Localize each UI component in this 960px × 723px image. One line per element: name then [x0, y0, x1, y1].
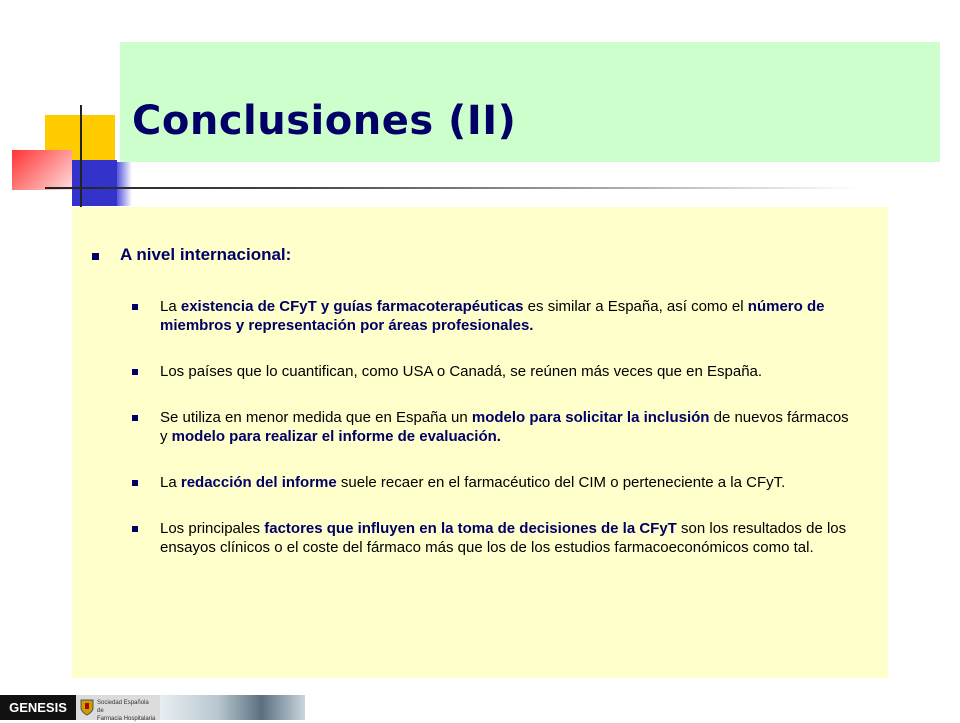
bullet-text-bold: modelo para solicitar la inclusión: [471, 409, 710, 426]
bullet-text: Los países que lo cuantifican, como USA o Canadá, se reúnen más veces que en España.: [160, 363, 763, 380]
square-bullet-icon: [132, 415, 138, 421]
square-bullet-icon: [92, 253, 99, 260]
section-heading: A nivel internacional:: [120, 245, 292, 264]
bullet-text: Se utiliza en menor medida que en España un: [160, 409, 472, 426]
square-bullet-icon: [132, 369, 138, 375]
bullet-text-bold: modelo para realizar el informe de evaluación.: [171, 428, 501, 445]
organization-name-line2: Farmacia Hospitalaria: [97, 716, 156, 722]
bullet-text-bold: redacción del informe: [180, 474, 337, 491]
decor-red-square: [12, 150, 72, 190]
bullet-item: [132, 297, 852, 335]
square-bullet-icon: [132, 526, 138, 532]
organization-name: [97, 699, 157, 723]
decor-blue-fade: [117, 162, 132, 206]
bullet-text: La: [160, 474, 181, 491]
decor-vertical-line: [80, 105, 82, 215]
section-heading-item: [92, 245, 872, 265]
bullet-list-level1: [92, 245, 872, 265]
decor-horizontal-line: [45, 187, 860, 189]
bullet-text: suele recaer en el farmacéutico del CIM o perteneciente a la CFyT.: [336, 474, 786, 491]
content-box: [72, 207, 888, 678]
square-bullet-icon: [132, 480, 138, 486]
bullet-list-level2: [132, 297, 852, 584]
bullet-text-bold: factores que influyen en la toma de decisiones de la CFyT: [264, 520, 677, 537]
bullet-text-bold: existencia de CFyT y guías farmacoterapéuticas: [180, 298, 524, 315]
bullet-text: es similar a España, así como el: [523, 298, 748, 315]
bullet-text: son los resultados de los ensayos clínicos o el coste del fármaco más que los de los estudios farmacoeconómicos como tal.: [160, 520, 847, 556]
shield-crest-icon: [80, 699, 94, 716]
footer-photo: [160, 695, 305, 720]
bullet-text-bold: número de miembros y representación por áreas profesionales.: [160, 298, 825, 334]
genesis-logo: GENESIS: [0, 695, 76, 720]
bullet-text: de nuevos fármacos y: [160, 409, 849, 445]
bullet-item: [132, 473, 852, 492]
slide-title: Conclusiones (II): [132, 98, 517, 144]
bullet-item: [132, 408, 852, 446]
bullet-item: [132, 519, 852, 557]
footer-bar: [0, 695, 305, 720]
square-bullet-icon: [132, 304, 138, 310]
bullet-text: La: [160, 298, 181, 315]
decor-blue-square: [72, 160, 117, 206]
organization-name-line1: Sociedad Española de: [97, 700, 149, 714]
bullet-text: Los principales: [160, 520, 265, 537]
bullet-item: [132, 362, 852, 381]
